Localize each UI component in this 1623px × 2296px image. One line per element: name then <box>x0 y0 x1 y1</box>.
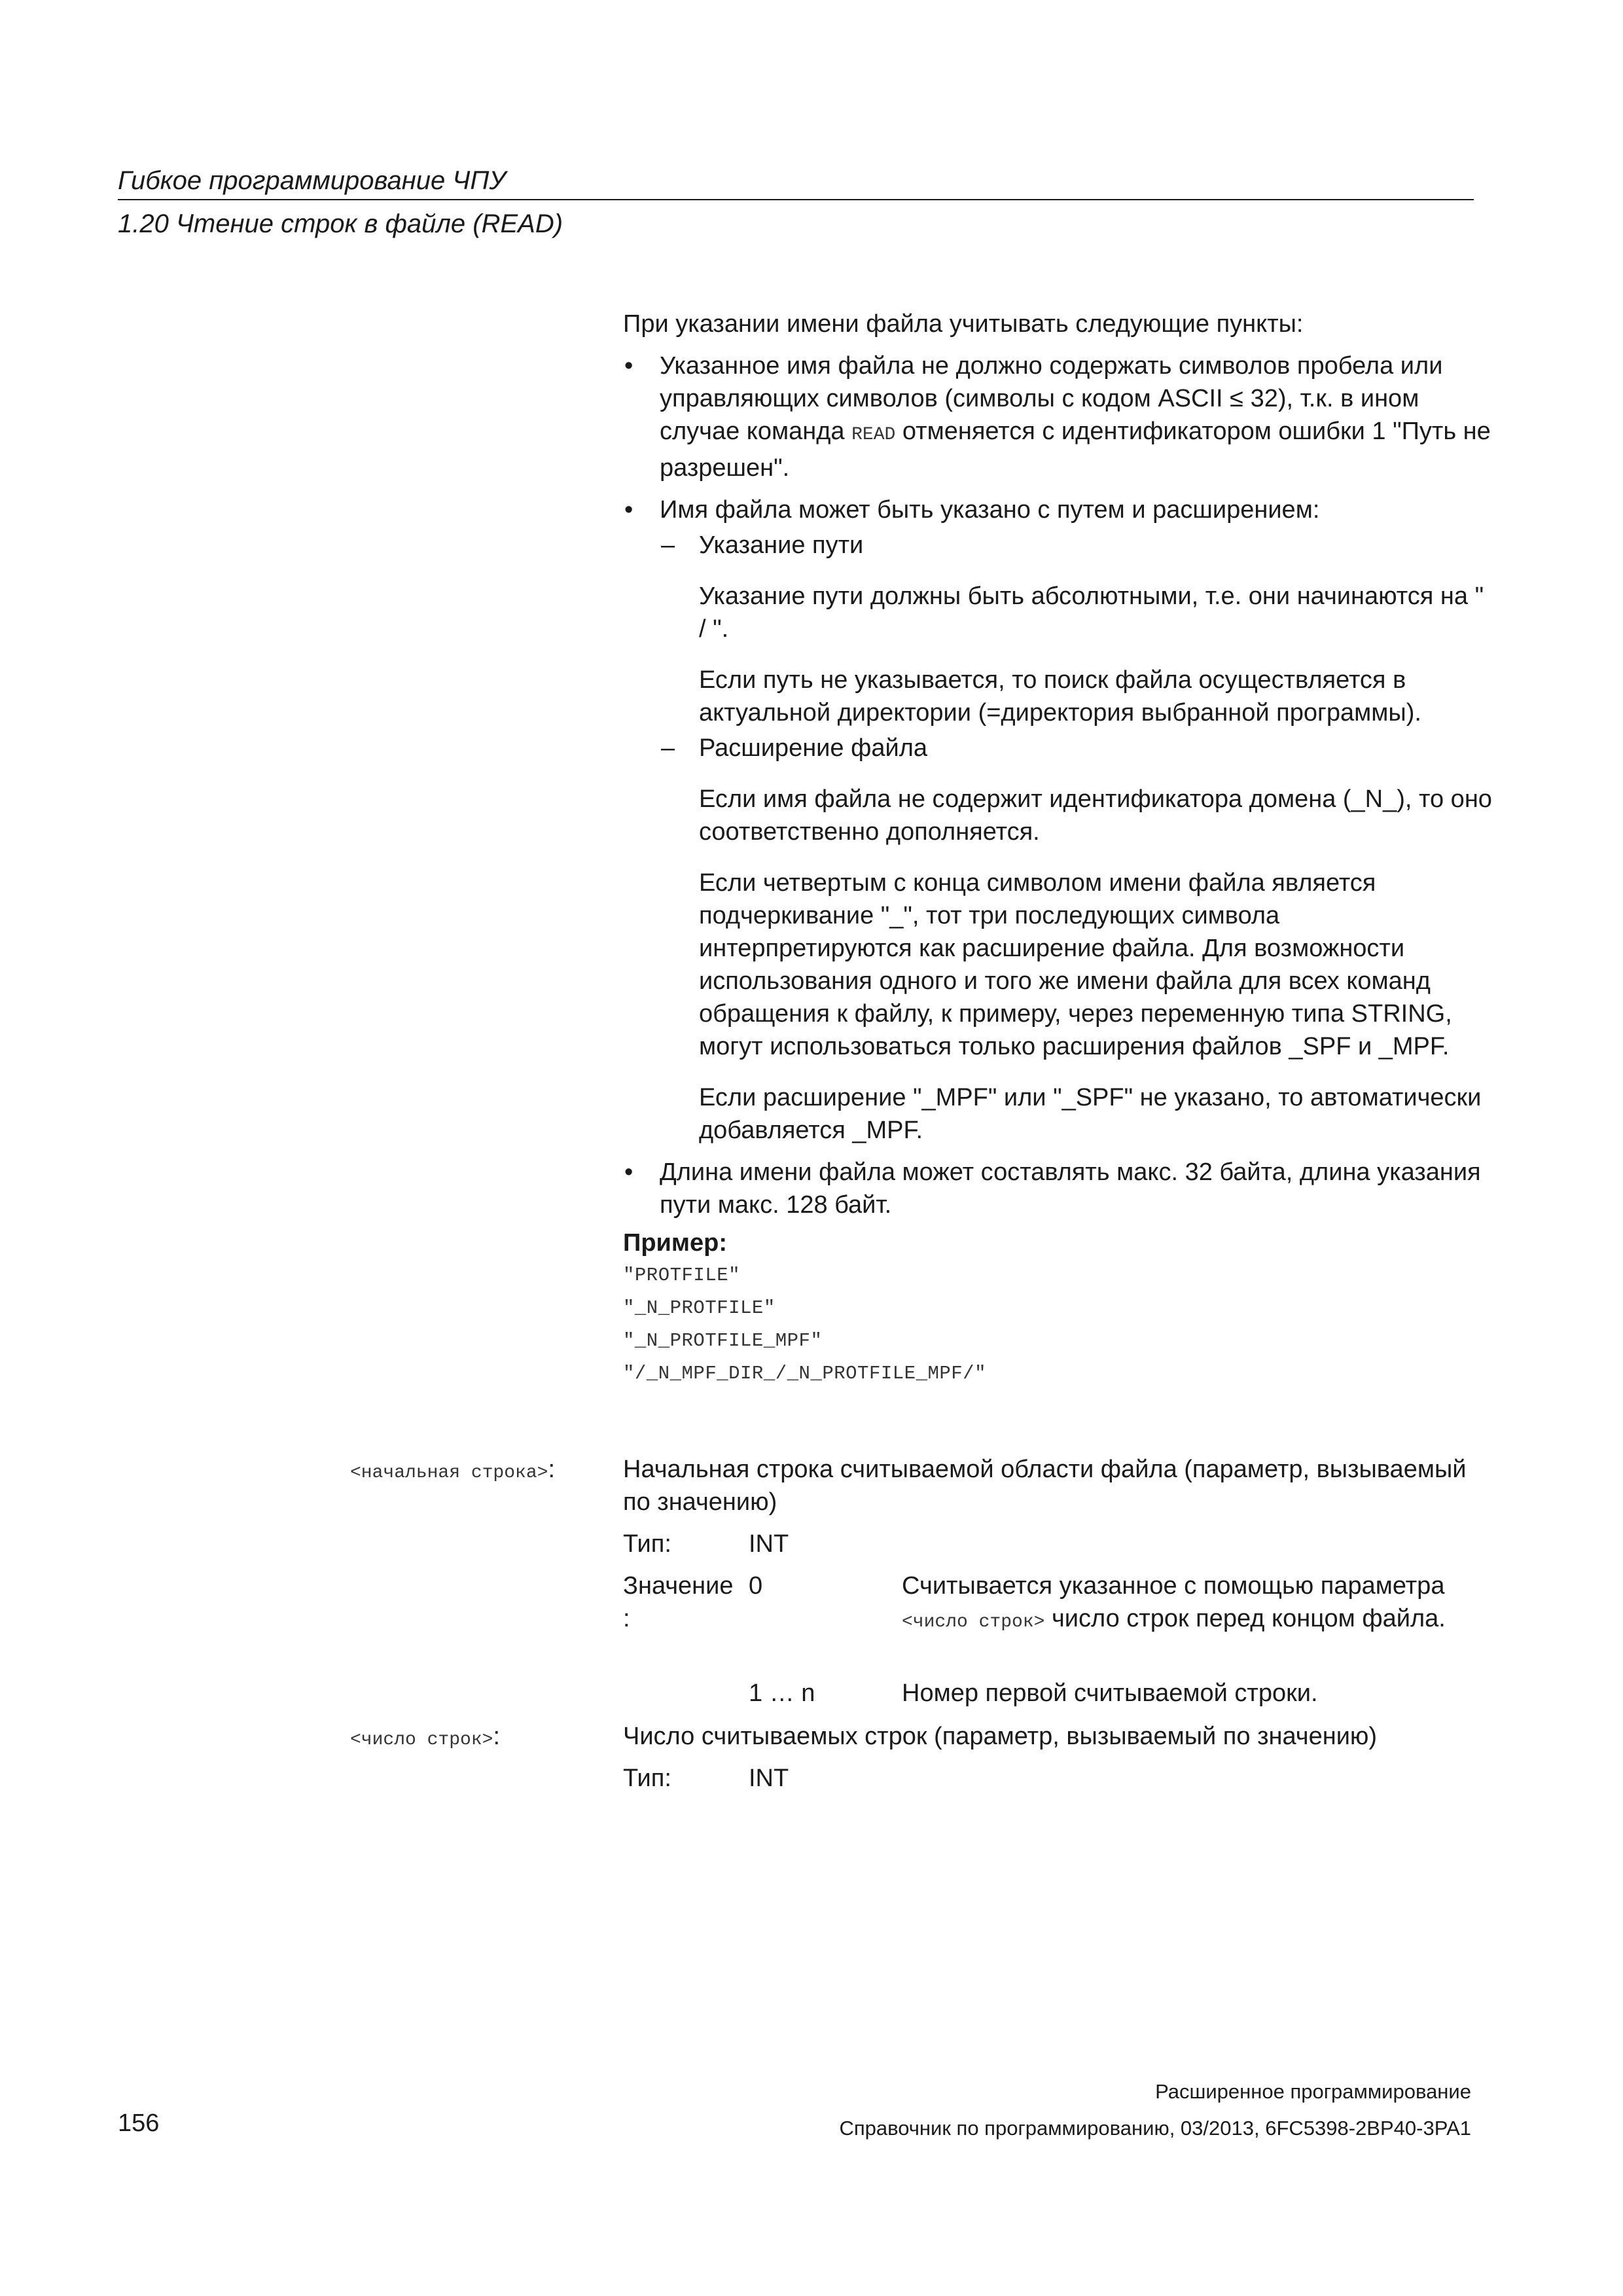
footer-book-title: Расширенное программирование <box>1155 2080 1471 2103</box>
type-value: INT <box>749 1530 789 1558</box>
example-line: "PROTFILE" <box>623 1265 741 1286</box>
param-start-desc: Начальная строка считываемой области файла (параметр, вызываемый по значению) <box>623 1456 1467 1516</box>
command-read: READ <box>851 425 896 445</box>
intro-text: При указании имени файла учитывать следующие пункты: <box>623 310 1304 338</box>
param-count-desc: Число считываемых строк (параметр, вызываемый по значению) <box>623 1723 1378 1750</box>
example-line: "_N_PROTFILE" <box>623 1297 776 1319</box>
value-zero: 0 <box>749 1572 763 1600</box>
running-header-section: 1.20 Чтение строк в файле (READ) <box>118 209 563 238</box>
sub-item-path: – Указание пути <box>623 529 1493 562</box>
value-range-desc: Номер первой считываемой строки. <box>902 1679 1318 1707</box>
footer-manual: Справочник по программированию, 03/2013, 6FC5398-2BP40-3PA1 <box>839 2117 1471 2140</box>
param-start-label: <начальная строка>: <box>350 1456 556 1483</box>
param-start-value-range <box>623 1677 1493 1710</box>
main-content <box>623 308 1493 1390</box>
param-count-block <box>623 1720 1493 1795</box>
param-start-block <box>623 1453 1493 1710</box>
example-line: "_N_PROTFILE_MPF" <box>623 1330 823 1352</box>
list-item-length: • Длина имени файла может составлять макс. 32 байта, длина указания пути макс. 128 байт. <box>623 1156 1493 1221</box>
path-absolute-text: Указание пути должны быть абсолютными, т.е. они начинаются на " / ". <box>699 583 1484 643</box>
dash-mark: – <box>661 734 675 762</box>
domain-id-text: Если имя файла не содержит идентификатора домена (_N_), то оно соответственно дополняется. <box>699 785 1492 846</box>
list-item-path-extension: • Имя файла может быть указано с путем и расширением: <box>623 493 1493 526</box>
bullet-mark: • <box>624 496 633 524</box>
running-header-title: Гибкое программирование ЧПУ <box>118 166 506 195</box>
bullet-mark: • <box>624 1158 633 1186</box>
dash-mark: – <box>661 531 675 559</box>
param-start-type: Тип: INT <box>623 1528 1493 1560</box>
path-missing-text: Если путь не указывается, то поиск файла осуществляется в актуальной директории (=директория выбранной программы). <box>699 666 1421 726</box>
page-number: 156 <box>118 2109 160 2137</box>
example-list <box>623 1259 1493 1390</box>
param-count-label: <число строк>: <box>350 1723 500 1750</box>
param-count-type: Тип: INT <box>623 1762 1493 1795</box>
type-value: INT <box>749 1765 789 1792</box>
header-divider <box>118 199 1474 200</box>
default-extension-text: Если расширение "_MPF" или "_SPF" не указано, то автоматически добавляется _MPF. <box>699 1084 1482 1144</box>
value-zero-desc: Считывается указанное с помощью параметра <число строк> число строк перед концом файла. <box>902 1572 1446 1632</box>
underscore-rule-text: Если четвертым с конца символом имени файла является подчеркивание "_", тот три последующих символа интерпретируются как расширение файла. Для возможности использования одного и того же имени файла для всех команд обращения к файлу, к примеру, через переменную типа STRING, могут использоваться только расширения файлов _SPF и _MPF. <box>699 869 1452 1060</box>
example-line: "/_N_MPF_DIR_/_N_PROTFILE_MPF/" <box>623 1363 986 1384</box>
param-start-value-0: Значение : 0 Считывается указанное с помощью параметра <число строк> число строк перед концом файла. <box>623 1570 1493 1668</box>
example-heading: Пример: <box>623 1229 727 1257</box>
sub-item-extension: – Расширение файла <box>623 732 1493 764</box>
value-range: 1 … n <box>749 1679 815 1707</box>
value-label: Значение <box>623 1572 734 1600</box>
bullet-mark: • <box>624 352 633 380</box>
list-item-filename-chars: • Указанное имя файла не должно содержать символов пробела или управляющих символов (символы с кодом ASCII ≤ 32), т.к. в ином случае команда READ отменяется с идентификатором ошибки 1 "Путь не разрешен". <box>623 350 1493 484</box>
